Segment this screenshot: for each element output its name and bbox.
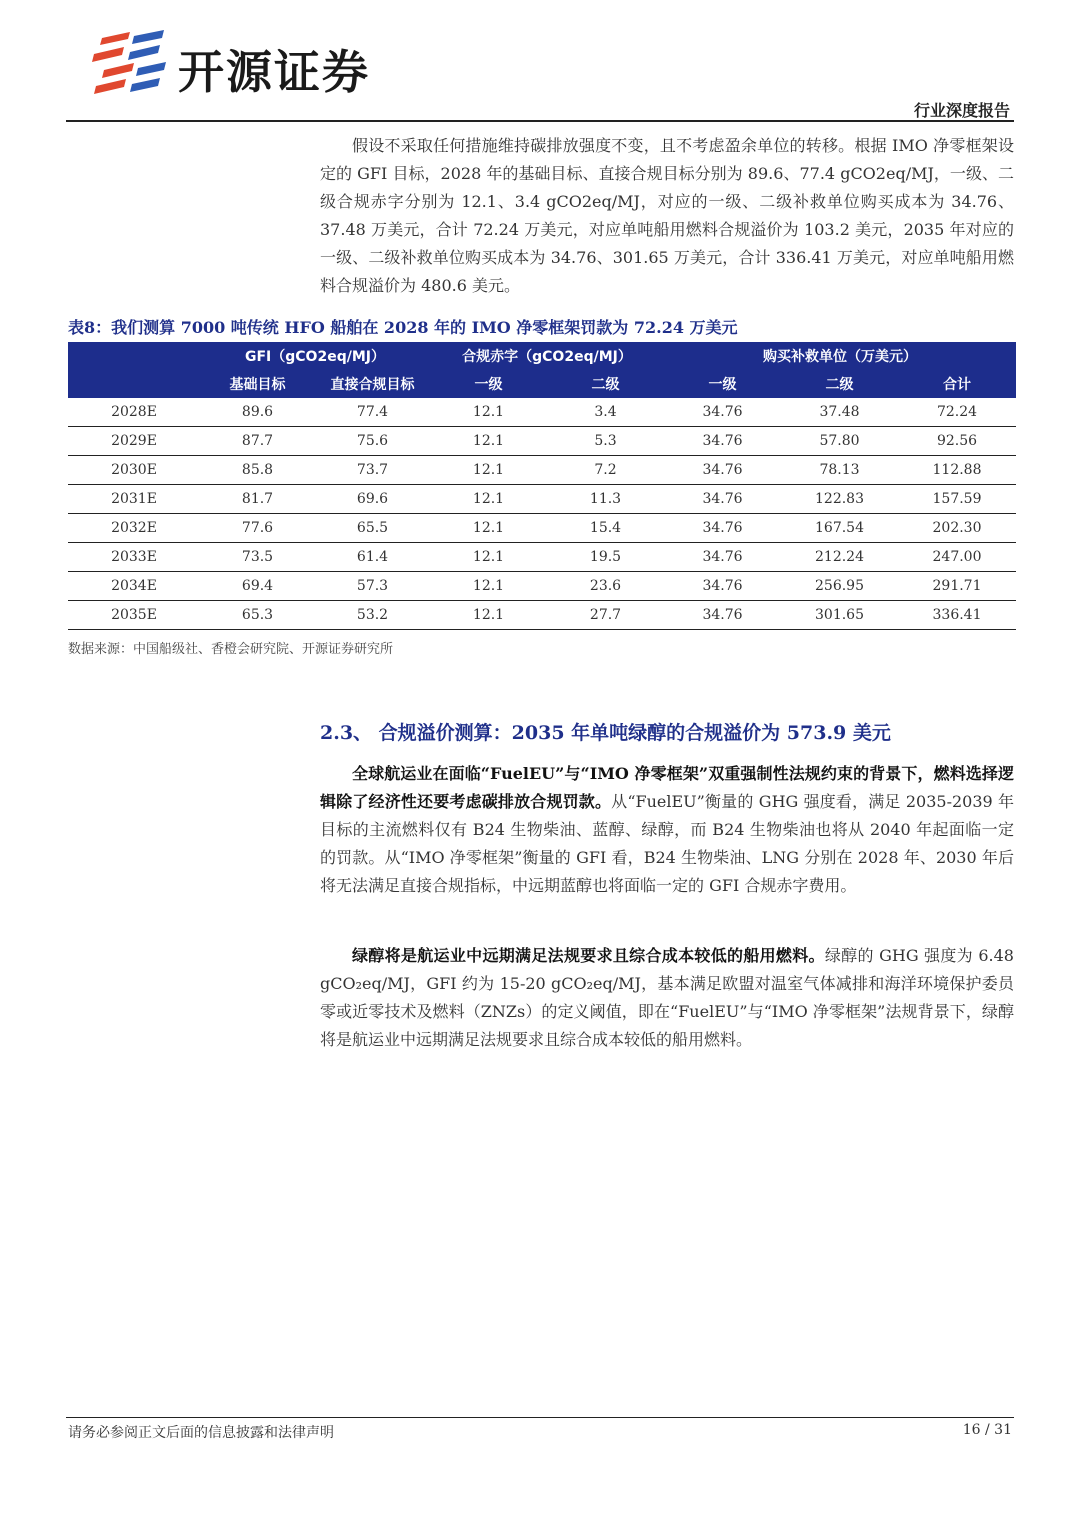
table-cell: 247.00 [898,543,1016,572]
table-row [68,543,1016,572]
table-cell: 12.1 [430,514,547,543]
table-cell: 57.3 [315,572,430,601]
table-header-blank [68,370,200,398]
table-row-year: 2028E [68,398,200,427]
table-cell: 34.76 [664,485,781,514]
table-cell: 61.4 [315,543,430,572]
table-row [68,485,1016,514]
table-row [68,456,1016,485]
table-cell: 92.56 [898,427,1016,456]
table-row-year: 2029E [68,427,200,456]
table-cell: 73.5 [200,543,315,572]
table-cell: 73.7 [315,456,430,485]
table-sub-header: 二级 [547,370,664,398]
logo-mark-icon [90,30,170,100]
table-cell: 212.24 [781,543,898,572]
table-sub-header-row [68,370,1016,398]
section-paragraph-2 [320,942,1014,1054]
table-row-year: 2031E [68,485,200,514]
para-body: 从“FuelEU”衡量的 GHG 强度看，满足 2035-2039 年目标的主流燃料仅有 B24 生物柴油、蓝醇、绿醇，而 B24 生物柴油也将从 2040 年起面临一定的罚款。从“IMO 净零框架”衡量的 GFI 看，B24 生物柴油、LNG 分别在 2028 年、2030 年后将无法满足直接合规指标，中远期蓝醇也将面临一定的 GFI 合规赤字费用。 [320,792,1014,895]
table-row-year: 2034E [68,572,200,601]
table-row [68,572,1016,601]
table-sub-header: 合计 [898,370,1016,398]
table-cell: 34.76 [664,543,781,572]
table-row-year: 2032E [68,514,200,543]
table-cell: 65.5 [315,514,430,543]
table-cell: 122.83 [781,485,898,514]
table-cell: 57.80 [781,427,898,456]
table-cell: 256.95 [781,572,898,601]
table-sub-header: 二级 [781,370,898,398]
table-cell: 12.1 [430,572,547,601]
table-sub-header: 一级 [664,370,781,398]
para-lead-bold: 全球航运业在面临“FuelEU”与“IMO 净零框架”双重强制性法规约束的背景下，燃料选择逻辑除了经济性还要考虑碳排放合规罚款。 [320,764,1014,811]
table-cell: 291.71 [898,572,1016,601]
table-cell: 336.41 [898,601,1016,630]
company-logo [90,30,420,100]
para-lead-bold: 绿醇将是航运业中远期满足法规要求且综合成本较低的船用燃料。 [352,946,825,965]
table-cell: 69.4 [200,572,315,601]
table-cell: 202.30 [898,514,1016,543]
section-paragraph-1 [320,760,1014,900]
section-heading: 2.3、 合规溢价测算：2035 年单吨绿醇的合规溢价为 573.9 美元 [320,722,891,744]
table-sub-header: 一级 [430,370,547,398]
table-row [68,514,1016,543]
table-cell: 12.1 [430,427,547,456]
table-cell: 301.65 [781,601,898,630]
table-cell: 5.3 [547,427,664,456]
table-cell: 34.76 [664,572,781,601]
table-group-header: 购买补救单位（万美元） [664,342,1016,370]
table-cell: 7.2 [547,456,664,485]
table-cell: 27.7 [547,601,664,630]
table-row [68,398,1016,427]
page-number: 16 / 31 [962,1422,1012,1438]
table-cell: 23.6 [547,572,664,601]
disclaimer-note: 请务必参阅正文后面的信息披露和法律声明 [68,1425,334,1441]
table-cell: 34.76 [664,456,781,485]
table-row-year: 2033E [68,543,200,572]
table-cell: 89.6 [200,398,315,427]
table-cell: 37.48 [781,398,898,427]
table-cell: 87.7 [200,427,315,456]
table-cell: 34.76 [664,427,781,456]
header-divider [66,120,1014,122]
footer-divider [66,1417,1014,1418]
table-cell: 72.24 [898,398,1016,427]
table-cell: 53.2 [315,601,430,630]
table-row-year: 2030E [68,456,200,485]
table-cell: 167.54 [781,514,898,543]
table-cell: 34.76 [664,398,781,427]
table-cell: 15.4 [547,514,664,543]
table-cell: 12.1 [430,543,547,572]
table-row [68,427,1016,456]
table-title: 表8：我们测算 7000 吨传统 HFO 船舶在 2028 年的 IMO 净零框架罚款为 72.24 万美元 [68,318,738,337]
table-header-blank [68,342,200,370]
report-type: 行业深度报告 [913,101,1010,120]
table-cell: 112.88 [898,456,1016,485]
table-source: 数据来源：中国船级社、香橙会研究院、开源证券研究所 [68,642,394,657]
table-cell: 12.1 [430,456,547,485]
table-cell: 12.1 [430,398,547,427]
table-group-header: GFI（gCO2eq/MJ） [200,342,430,370]
para-body: 绿醇的 GHG 强度为 6.48 gCO₂eq/MJ，GFI 约为 15-20 gCO₂eq/MJ，基本满足欧盟对温室气体减排和海洋环境保护委员零或近零技术及燃料（ZNZs）的定义阈值，即在“FuelEU”与“IMO 净零框架”法规背景下，绿醇将是航运业中远期满足法规要求且综合成本较低的船用燃料。 [320,946,1014,1049]
table-cell: 19.5 [547,543,664,572]
table-cell: 12.1 [430,601,547,630]
table-cell: 77.4 [315,398,430,427]
table-cell: 34.76 [664,601,781,630]
table-row [68,601,1016,630]
table-cell: 3.4 [547,398,664,427]
table-cell: 75.6 [315,427,430,456]
company-name: 开源证券 [178,45,370,99]
table-sub-header: 直接合规目标 [315,370,430,398]
table-cell: 65.3 [200,601,315,630]
penalty-table [68,342,1016,630]
table-group-header-row [68,342,1016,370]
table-cell: 12.1 [430,485,547,514]
table-cell: 85.8 [200,456,315,485]
table-sub-header: 基础目标 [200,370,315,398]
table-group-header: 合规赤字（gCO2eq/MJ） [430,342,664,370]
table-cell: 34.76 [664,514,781,543]
table-cell: 157.59 [898,485,1016,514]
table-cell: 78.13 [781,456,898,485]
table-body [68,398,1016,630]
table-cell: 77.6 [200,514,315,543]
table-cell: 81.7 [200,485,315,514]
table-row-year: 2035E [68,601,200,630]
table-cell: 69.6 [315,485,430,514]
intro-paragraph: 假设不采取任何措施维持碳排放强度不变，且不考虑盈余单位的转移。根据 IMO 净零框架设定的 GFI 目标，2028 年的基础目标、直接合规目标分别为 89.6、77.4 gCO2eq/MJ，一级、二级合规赤字分别为 12.1、3.4 gCO2eq/MJ，对应的一级、二级补救单位购买成本为 34.76、37.48 万美元，合计 72.24 万美元，对应单吨船用燃料合规溢价为 103.2 美元，2035 年对应的一级、二级补救单位购买成本为 34.76、301.65 万美元，合计 336.41 万美元，对应单吨船用燃料合规溢价为 480.6 美元。 [320,136,1014,295]
table-cell: 11.3 [547,485,664,514]
